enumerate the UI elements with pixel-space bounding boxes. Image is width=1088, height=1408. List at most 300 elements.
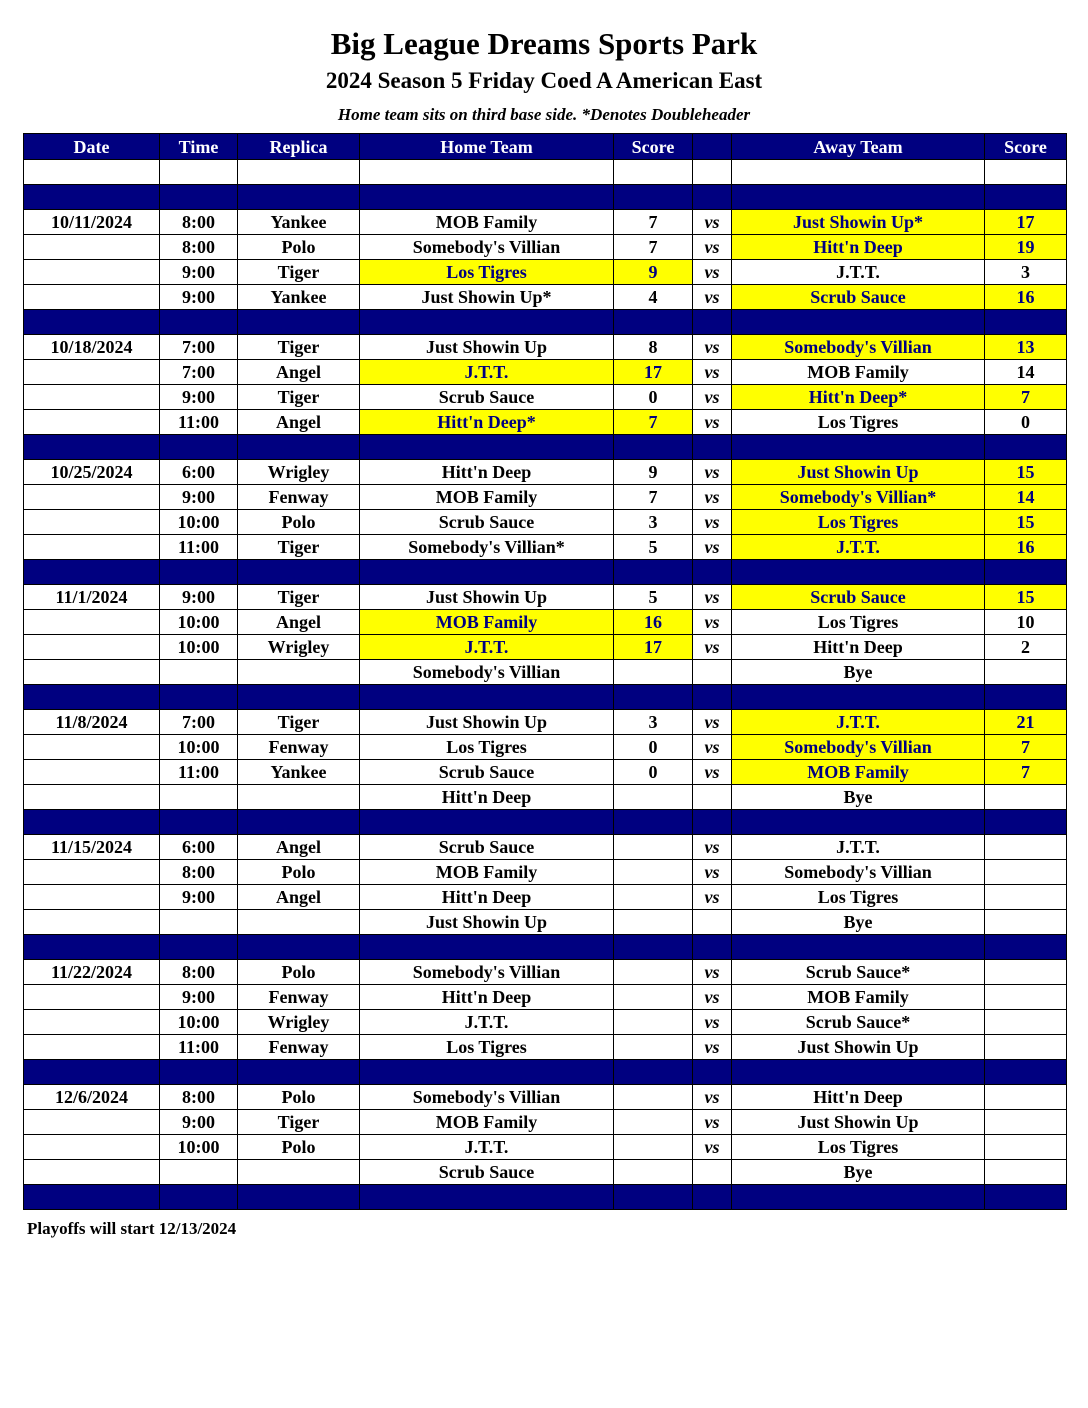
- away-team-cell: MOB Family: [732, 985, 985, 1010]
- away-score-cell: [985, 835, 1067, 860]
- away-score-cell: 14: [985, 485, 1067, 510]
- home-score-cell: [614, 685, 693, 710]
- game-row: [24, 260, 1067, 285]
- away-score-cell: 15: [985, 460, 1067, 485]
- away-team-cell: Scrub Sauce: [732, 585, 985, 610]
- date-cell: [24, 610, 160, 635]
- date-cell: [24, 785, 160, 810]
- home-score-cell: [614, 885, 693, 910]
- vs-cell: vs: [693, 260, 732, 285]
- game-row: [24, 335, 1067, 360]
- replica-cell: [238, 160, 360, 185]
- home-score-cell: [614, 910, 693, 935]
- date-cell: [24, 1010, 160, 1035]
- game-row: [24, 635, 1067, 660]
- vs-cell: vs: [693, 885, 732, 910]
- home-team-cell: [360, 1185, 614, 1210]
- home-team-cell: Scrub Sauce: [360, 510, 614, 535]
- date-cell: [24, 735, 160, 760]
- home-score-cell: [614, 660, 693, 685]
- home-score-cell: 7: [614, 210, 693, 235]
- away-team-cell: Just Showin Up: [732, 1110, 985, 1135]
- col-header-vs: [693, 134, 732, 160]
- home-team-cell: [360, 935, 614, 960]
- time-cell: 8:00: [160, 235, 238, 260]
- replica-cell: [238, 810, 360, 835]
- footer-note: Playoffs will start 12/13/2024: [27, 1219, 237, 1238]
- vs-cell: vs: [693, 510, 732, 535]
- vs-cell: vs: [693, 960, 732, 985]
- home-score-cell: [614, 835, 693, 860]
- away-team-cell: Just Showin Up: [732, 1035, 985, 1060]
- game-row: [24, 985, 1067, 1010]
- replica-cell: Tiger: [238, 535, 360, 560]
- away-score-cell: [985, 860, 1067, 885]
- home-team-cell: Scrub Sauce: [360, 385, 614, 410]
- replica-cell: Polo: [238, 860, 360, 885]
- home-team-cell: [360, 310, 614, 335]
- vs-cell: vs: [693, 285, 732, 310]
- col-header-date: Date: [24, 134, 160, 160]
- date-cell: [24, 1185, 160, 1210]
- away-score-cell: [985, 310, 1067, 335]
- away-team-cell: Just Showin Up: [732, 460, 985, 485]
- week-separator-row: [24, 685, 1067, 710]
- time-cell: 7:00: [160, 360, 238, 385]
- home-score-cell: 8: [614, 335, 693, 360]
- vs-cell: vs: [693, 985, 732, 1010]
- time-cell: 9:00: [160, 385, 238, 410]
- away-score-cell: [985, 1035, 1067, 1060]
- replica-cell: [238, 1060, 360, 1085]
- replica-cell: Fenway: [238, 735, 360, 760]
- home-score-cell: 7: [614, 235, 693, 260]
- home-score-cell: 17: [614, 635, 693, 660]
- date-cell: [24, 1035, 160, 1060]
- home-team-cell: [360, 435, 614, 460]
- page-subtitle: 2024 Season 5 Friday Coed A American East: [325, 68, 763, 93]
- home-team-cell: Hitt'n Deep: [360, 460, 614, 485]
- home-team-cell: Scrub Sauce: [360, 835, 614, 860]
- away-score-cell: [985, 1060, 1067, 1085]
- vs-cell: [693, 785, 732, 810]
- home-team-cell: Hitt'n Deep*: [360, 410, 614, 435]
- vs-cell: [693, 160, 732, 185]
- away-score-cell: [985, 660, 1067, 685]
- time-cell: 11:00: [160, 760, 238, 785]
- home-score-cell: 0: [614, 385, 693, 410]
- vs-cell: [693, 685, 732, 710]
- home-score-cell: [614, 1060, 693, 1085]
- replica-cell: [238, 910, 360, 935]
- time-cell: 11:00: [160, 535, 238, 560]
- home-team-cell: Hitt'n Deep: [360, 785, 614, 810]
- replica-cell: Tiger: [238, 385, 360, 410]
- vs-cell: [693, 660, 732, 685]
- away-team-cell: J.T.T.: [732, 260, 985, 285]
- vs-cell: [693, 560, 732, 585]
- time-cell: 10:00: [160, 510, 238, 535]
- away-score-cell: 7: [985, 385, 1067, 410]
- date-cell: [24, 860, 160, 885]
- away-team-cell: Hitt'n Deep: [732, 1085, 985, 1110]
- game-row: [24, 1160, 1067, 1185]
- replica-cell: Fenway: [238, 1035, 360, 1060]
- away-score-cell: 21: [985, 710, 1067, 735]
- away-team-cell: J.T.T.: [732, 710, 985, 735]
- home-team-cell: J.T.T.: [360, 1010, 614, 1035]
- away-team-cell: Los Tigres: [732, 885, 985, 910]
- game-row: [24, 835, 1067, 860]
- home-team-cell: [360, 560, 614, 585]
- home-score-cell: 5: [614, 535, 693, 560]
- home-score-cell: 9: [614, 460, 693, 485]
- replica-cell: Tiger: [238, 710, 360, 735]
- replica-cell: [238, 1160, 360, 1185]
- away-team-cell: [732, 435, 985, 460]
- date-cell: [24, 385, 160, 410]
- away-score-cell: [985, 960, 1067, 985]
- vs-cell: [693, 910, 732, 935]
- header-note: Home team sits on third base side. *Denotes Doubleheader: [337, 105, 751, 124]
- game-row: [24, 285, 1067, 310]
- time-cell: [160, 935, 238, 960]
- home-team-cell: [360, 185, 614, 210]
- away-score-cell: 7: [985, 760, 1067, 785]
- away-score-cell: 3: [985, 260, 1067, 285]
- home-score-cell: 3: [614, 710, 693, 735]
- away-score-cell: 15: [985, 510, 1067, 535]
- time-cell: 8:00: [160, 210, 238, 235]
- date-cell: [24, 985, 160, 1010]
- vs-cell: vs: [693, 485, 732, 510]
- replica-cell: Polo: [238, 235, 360, 260]
- away-score-cell: 10: [985, 610, 1067, 635]
- away-team-cell: Somebody's Villian: [732, 860, 985, 885]
- game-row: [24, 1085, 1067, 1110]
- home-team-cell: Somebody's Villian: [360, 660, 614, 685]
- time-cell: 10:00: [160, 1010, 238, 1035]
- replica-cell: Yankee: [238, 210, 360, 235]
- home-score-cell: 7: [614, 410, 693, 435]
- home-team-cell: Hitt'n Deep: [360, 985, 614, 1010]
- home-team-cell: Scrub Sauce: [360, 1160, 614, 1185]
- week-separator-row: [24, 935, 1067, 960]
- home-team-cell: Just Showin Up: [360, 710, 614, 735]
- date-cell: [24, 185, 160, 210]
- time-cell: [160, 785, 238, 810]
- away-team-cell: Hitt'n Deep: [732, 235, 985, 260]
- home-score-cell: 7: [614, 485, 693, 510]
- replica-cell: Angel: [238, 835, 360, 860]
- away-team-cell: J.T.T.: [732, 535, 985, 560]
- date-cell: [24, 510, 160, 535]
- home-team-cell: Somebody's Villian: [360, 1085, 614, 1110]
- home-score-cell: [614, 1135, 693, 1160]
- date-cell: 11/8/2024: [24, 710, 160, 735]
- vs-cell: vs: [693, 860, 732, 885]
- away-team-cell: Somebody's Villian: [732, 735, 985, 760]
- vs-cell: vs: [693, 235, 732, 260]
- home-score-cell: [614, 185, 693, 210]
- game-row: [24, 610, 1067, 635]
- game-row: [24, 860, 1067, 885]
- away-score-cell: [985, 985, 1067, 1010]
- col-header-home-team: Home Team: [360, 134, 614, 160]
- col-header-time: Time: [160, 134, 238, 160]
- away-team-cell: [732, 310, 985, 335]
- replica-cell: Tiger: [238, 335, 360, 360]
- date-cell: 11/1/2024: [24, 585, 160, 610]
- home-team-cell: Somebody's Villian: [360, 960, 614, 985]
- home-team-cell: Los Tigres: [360, 1035, 614, 1060]
- vs-cell: vs: [693, 360, 732, 385]
- date-cell: [24, 535, 160, 560]
- time-cell: 9:00: [160, 485, 238, 510]
- replica-cell: Fenway: [238, 485, 360, 510]
- game-row: [24, 885, 1067, 910]
- col-header-home-score: Score: [614, 134, 693, 160]
- vs-cell: vs: [693, 835, 732, 860]
- replica-cell: Wrigley: [238, 460, 360, 485]
- game-row: [24, 785, 1067, 810]
- home-team-cell: MOB Family: [360, 1110, 614, 1135]
- home-score-cell: [614, 985, 693, 1010]
- time-cell: [160, 185, 238, 210]
- vs-cell: [693, 1160, 732, 1185]
- week-separator-row: [24, 185, 1067, 210]
- vs-cell: vs: [693, 1085, 732, 1110]
- time-cell: 7:00: [160, 710, 238, 735]
- home-team-cell: Just Showin Up: [360, 585, 614, 610]
- game-row: [24, 510, 1067, 535]
- home-score-cell: [614, 1035, 693, 1060]
- replica-cell: Yankee: [238, 285, 360, 310]
- date-cell: [24, 410, 160, 435]
- replica-cell: [238, 660, 360, 685]
- home-score-cell: [614, 1110, 693, 1135]
- time-cell: 9:00: [160, 285, 238, 310]
- vs-cell: vs: [693, 710, 732, 735]
- date-cell: [24, 885, 160, 910]
- time-cell: [160, 1185, 238, 1210]
- date-cell: [24, 810, 160, 835]
- header-row: [24, 134, 1067, 160]
- game-row: [24, 960, 1067, 985]
- away-team-cell: [732, 685, 985, 710]
- time-cell: [160, 1160, 238, 1185]
- game-row: [24, 1110, 1067, 1135]
- home-score-cell: [614, 435, 693, 460]
- away-team-cell: J.T.T.: [732, 835, 985, 860]
- away-score-cell: [985, 910, 1067, 935]
- replica-cell: [238, 435, 360, 460]
- time-cell: 11:00: [160, 1035, 238, 1060]
- away-score-cell: 14: [985, 360, 1067, 385]
- replica-cell: [238, 685, 360, 710]
- away-team-cell: [732, 1060, 985, 1085]
- home-score-cell: [614, 860, 693, 885]
- game-row: [24, 235, 1067, 260]
- away-score-cell: 15: [985, 585, 1067, 610]
- replica-cell: Angel: [238, 360, 360, 385]
- away-score-cell: [985, 1160, 1067, 1185]
- game-row: [24, 760, 1067, 785]
- date-cell: [24, 235, 160, 260]
- away-team-cell: Hitt'n Deep: [732, 635, 985, 660]
- replica-cell: Polo: [238, 510, 360, 535]
- away-score-cell: 13: [985, 335, 1067, 360]
- away-team-cell: [732, 160, 985, 185]
- date-cell: [24, 635, 160, 660]
- time-cell: [160, 160, 238, 185]
- page-title: Big League Dreams Sports Park: [330, 26, 758, 61]
- date-cell: [24, 760, 160, 785]
- away-score-cell: [985, 1085, 1067, 1110]
- vs-cell: vs: [693, 735, 732, 760]
- home-team-cell: MOB Family: [360, 610, 614, 635]
- home-team-cell: J.T.T.: [360, 1135, 614, 1160]
- week-separator-row: [24, 810, 1067, 835]
- replica-cell: Polo: [238, 960, 360, 985]
- game-row: [24, 710, 1067, 735]
- time-cell: 10:00: [160, 1135, 238, 1160]
- away-score-cell: [985, 1135, 1067, 1160]
- game-row: [24, 1010, 1067, 1035]
- replica-cell: [238, 1185, 360, 1210]
- time-cell: 8:00: [160, 960, 238, 985]
- home-score-cell: [614, 1010, 693, 1035]
- replica-cell: [238, 560, 360, 585]
- replica-cell: Wrigley: [238, 635, 360, 660]
- replica-cell: Wrigley: [238, 1010, 360, 1035]
- vs-cell: [693, 1185, 732, 1210]
- time-cell: 10:00: [160, 610, 238, 635]
- game-row: [24, 1135, 1067, 1160]
- home-team-cell: J.T.T.: [360, 360, 614, 385]
- time-cell: [160, 310, 238, 335]
- game-row: [24, 535, 1067, 560]
- home-score-cell: [614, 1160, 693, 1185]
- vs-cell: vs: [693, 410, 732, 435]
- home-team-cell: Los Tigres: [360, 260, 614, 285]
- vs-cell: [693, 185, 732, 210]
- game-row: [24, 410, 1067, 435]
- date-cell: [24, 485, 160, 510]
- time-cell: 10:00: [160, 735, 238, 760]
- home-team-cell: [360, 1060, 614, 1085]
- vs-cell: vs: [693, 460, 732, 485]
- away-score-cell: 19: [985, 235, 1067, 260]
- home-score-cell: 9: [614, 260, 693, 285]
- replica-cell: Polo: [238, 1135, 360, 1160]
- replica-cell: [238, 785, 360, 810]
- away-score-cell: [985, 560, 1067, 585]
- col-header-away-team: Away Team: [732, 134, 985, 160]
- date-cell: 11/15/2024: [24, 835, 160, 860]
- away-team-cell: Scrub Sauce*: [732, 960, 985, 985]
- time-cell: [160, 910, 238, 935]
- away-team-cell: Scrub Sauce*: [732, 1010, 985, 1035]
- away-score-cell: [985, 885, 1067, 910]
- away-score-cell: [985, 160, 1067, 185]
- away-team-cell: [732, 1185, 985, 1210]
- date-cell: [24, 260, 160, 285]
- week-separator-row: [24, 435, 1067, 460]
- home-team-cell: Los Tigres: [360, 735, 614, 760]
- away-score-cell: [985, 810, 1067, 835]
- away-score-cell: [985, 185, 1067, 210]
- away-team-cell: [732, 935, 985, 960]
- away-team-cell: Bye: [732, 785, 985, 810]
- date-cell: [24, 910, 160, 935]
- replica-cell: [238, 185, 360, 210]
- time-cell: [160, 810, 238, 835]
- time-cell: 6:00: [160, 835, 238, 860]
- date-cell: [24, 935, 160, 960]
- date-cell: [24, 1110, 160, 1135]
- away-team-cell: Los Tigres: [732, 1135, 985, 1160]
- game-row: [24, 385, 1067, 410]
- replica-cell: Angel: [238, 885, 360, 910]
- home-score-cell: [614, 310, 693, 335]
- week-separator-row: [24, 1060, 1067, 1085]
- away-team-cell: MOB Family: [732, 360, 985, 385]
- week-separator-row: [24, 1185, 1067, 1210]
- time-cell: 8:00: [160, 1085, 238, 1110]
- away-score-cell: [985, 785, 1067, 810]
- schedule-table: [23, 133, 1067, 1210]
- date-cell: [24, 285, 160, 310]
- time-cell: [160, 685, 238, 710]
- home-team-cell: MOB Family: [360, 210, 614, 235]
- vs-cell: [693, 435, 732, 460]
- date-cell: [24, 1160, 160, 1185]
- date-cell: 11/22/2024: [24, 960, 160, 985]
- replica-cell: Tiger: [238, 260, 360, 285]
- time-cell: 9:00: [160, 1110, 238, 1135]
- time-cell: 9:00: [160, 260, 238, 285]
- home-team-cell: MOB Family: [360, 485, 614, 510]
- away-team-cell: Los Tigres: [732, 410, 985, 435]
- home-team-cell: [360, 685, 614, 710]
- date-cell: 10/25/2024: [24, 460, 160, 485]
- date-cell: [24, 660, 160, 685]
- vs-cell: vs: [693, 535, 732, 560]
- replica-cell: [238, 310, 360, 335]
- away-team-cell: MOB Family: [732, 760, 985, 785]
- away-score-cell: 17: [985, 210, 1067, 235]
- col-header-replica: Replica: [238, 134, 360, 160]
- week-separator-row: [24, 310, 1067, 335]
- home-score-cell: [614, 560, 693, 585]
- vs-cell: [693, 1060, 732, 1085]
- time-cell: 9:00: [160, 985, 238, 1010]
- time-cell: [160, 435, 238, 460]
- away-team-cell: Bye: [732, 660, 985, 685]
- date-cell: [24, 685, 160, 710]
- time-cell: 9:00: [160, 885, 238, 910]
- home-score-cell: [614, 160, 693, 185]
- vs-cell: vs: [693, 1135, 732, 1160]
- replica-cell: Fenway: [238, 985, 360, 1010]
- date-cell: 10/18/2024: [24, 335, 160, 360]
- replica-cell: Tiger: [238, 1110, 360, 1135]
- away-team-cell: Los Tigres: [732, 610, 985, 635]
- date-cell: 12/6/2024: [24, 1085, 160, 1110]
- date-cell: [24, 435, 160, 460]
- time-cell: [160, 660, 238, 685]
